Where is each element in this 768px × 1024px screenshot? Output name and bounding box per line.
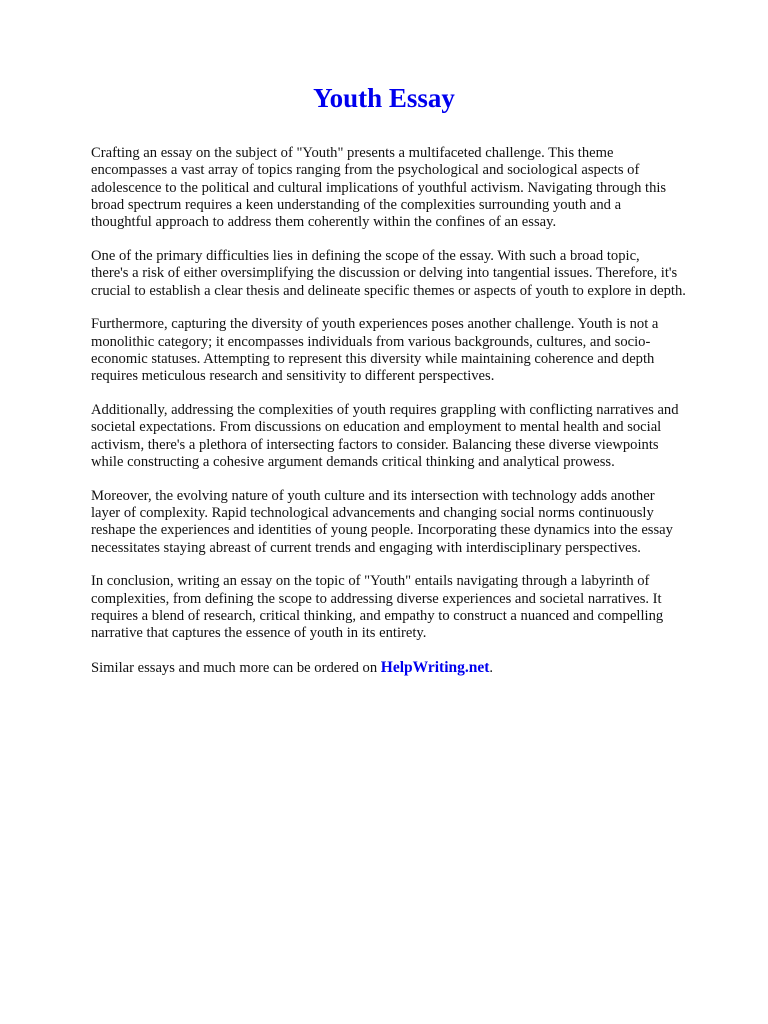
paragraph-line: Furthermore, capturing the diversity of youth experiences poses another challenge. Youth is not a [91, 316, 659, 333]
paragraph-line: narrative that captures the essence of youth in its entirety. [91, 625, 427, 642]
footer-line [91, 659, 731, 677]
paragraph-line: adolescence to the political and cultural implications of youthful activism. Navigating through this [91, 179, 667, 196]
paragraph-3 [91, 316, 731, 385]
paragraph-line: while constructing a cohesive argument demands critical thinking and analytical prowess. [91, 453, 615, 470]
paragraph-1 [91, 145, 731, 231]
paragraph-line: activism, there's a plethora of intersecting factors to consider. Balancing these diverse viewpoints [91, 436, 659, 453]
paragraph-line: necessitates staying abreast of current trends and engaging with interdisciplinary perspectives. [91, 539, 641, 556]
paragraph-6 [91, 573, 731, 642]
paragraph-line: broad spectrum requires a keen understanding of the complexities surrounding youth and a [91, 196, 622, 213]
paragraph-line: crucial to establish a clear thesis and delineate specific themes or aspects of youth to explore in depth. [91, 282, 686, 299]
paragraph-line: requires a blend of research, critical thinking, and empathy to construct a nuanced and compelling [91, 608, 664, 625]
paragraph-line: layer of complexity. Rapid technological advancements and changing social norms continuously [91, 505, 654, 522]
paragraph-line: reshape the experiences and identities of young people. Incorporating these dynamics into the essay [91, 522, 673, 539]
paragraph-line: In conclusion, writing an essay on the topic of "Youth" entails navigating through a labyrinth of [91, 573, 650, 590]
paragraph-4 [91, 402, 731, 471]
helpwriting-link[interactable]: HelpWriting.net [380, 659, 490, 677]
paragraph-5 [91, 488, 731, 557]
paragraph-line: economic statuses. Attempting to represent this diversity while maintaining coherence and depth [91, 350, 655, 367]
page-title: Youth Essay [313, 83, 455, 113]
paragraph-line: Crafting an essay on the subject of "Youth" presents a multifaceted challenge. This theme [91, 145, 614, 161]
footer-suffix: . [489, 660, 494, 677]
paragraph-line: societal expectations. From discussions on education and employment to mental health and social [91, 419, 662, 436]
paragraph-line: monolithic category; it encompasses individuals from various backgrounds, cultures, and socio- [91, 333, 651, 350]
footer-prefix: Similar essays and much more can be ordered on [91, 660, 381, 677]
paragraph-line: One of the primary difficulties lies in defining the scope of the essay. With such a broad topic, [91, 247, 640, 264]
paragraph-line: encompasses a vast array of topics ranging from the psychological and sociological aspects of [91, 162, 640, 179]
paragraph-line: complexities, from defining the scope to addressing diverse experiences and societal narratives. It [91, 590, 662, 607]
essay-body [91, 145, 731, 694]
paragraph-2 [91, 248, 731, 300]
paragraph-line: there's a risk of either oversimplifying the discussion or delving into tangential issues. Therefore, it's [91, 265, 678, 282]
paragraph-line: Moreover, the evolving nature of youth culture and its intersection with technology adds another [91, 487, 655, 504]
paragraph-line: Additionally, addressing the complexities of youth requires grappling with conflicting narratives and [91, 402, 679, 419]
paragraph-line: requires meticulous research and sensitivity to different perspectives. [91, 368, 495, 385]
paragraph-line: thoughtful approach to address them coherently within the confines of an essay. [91, 214, 557, 231]
